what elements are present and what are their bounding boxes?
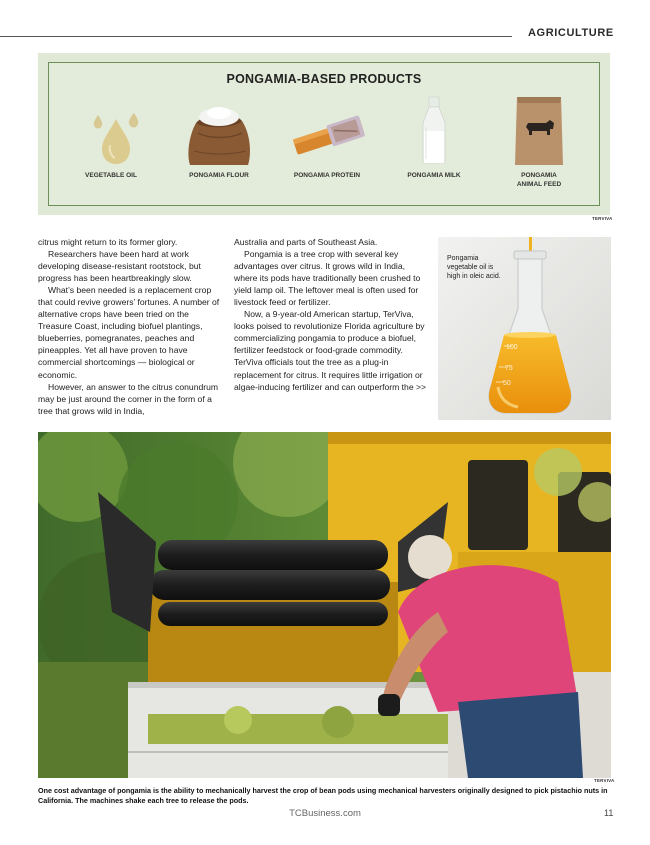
section-label: AGRICULTURE (528, 27, 614, 39)
footer-site: TCBusiness.com (289, 808, 361, 819)
product-label: PONGAMIA ANIMAL FEED (516, 172, 562, 188)
infobox-credit: TERVIVA (592, 216, 613, 221)
product-pongamia-animal-feed (484, 93, 594, 203)
product-pongamia-milk (379, 93, 489, 203)
protein-bar-icon (272, 93, 382, 169)
milk-bottle-icon (379, 93, 489, 169)
paragraph: What’s been needed is a replacement crop that could revive growers’ fortunes. A number of alternative crops have been tried on the Treasure Coast, including biofuel plantings, blueberries, pomegranates, peaches and pineapples. Yet all have proven to have commercial shortcomings — biological or economic. (38, 285, 220, 380)
product-label: VEGETABLE OIL (85, 172, 137, 179)
flask-mark: 100 (506, 344, 518, 351)
product-label: PONGAMIA PROTEIN (293, 172, 361, 179)
photo-credit: TERVIVA (594, 778, 615, 783)
paragraph: Pongamia is a tree crop with several key advantages over citrus. It grows wild in India, where its pods have traditionally been crushed to yield lamp oil. The leftover meal is often used for livestock feed or fertilizer. (234, 249, 421, 308)
infobox-title: PONGAMIA-BASED PRODUCTS (226, 72, 422, 86)
header-rule (0, 36, 512, 37)
harvester-photo (38, 432, 611, 778)
photo-caption: One cost advantage of pongamia is the ability to mechanically harvest the crop of bean pods using mechanical harvesters originally designed to pick pistachio nuts in California. The machines shake each tree to release the pods. (38, 786, 608, 805)
flask-mark: 50 (503, 380, 511, 387)
product-pongamia-flour (164, 93, 274, 203)
product-pongamia-protein (272, 93, 382, 203)
paragraph: However, an answer to the citrus conundrum may be just around the corner in the form of a tree that grows wild in India, (38, 381, 219, 416)
article-column-2 (234, 236, 430, 393)
paragraph: Australia and parts of Southeast Asia. (234, 237, 378, 247)
flour-sack-icon (164, 93, 274, 169)
products-infobox (48, 62, 600, 206)
flask-mark: 75 (505, 365, 513, 372)
product-vegetable-oil (56, 93, 166, 203)
oil-drops-icon (56, 93, 166, 169)
flask-caption: Pongamia vegetable oil is high in oleic acid. (447, 255, 501, 280)
page-number: 11 (604, 808, 614, 818)
products-row (49, 93, 599, 203)
product-label: PONGAMIA MILK (407, 172, 461, 179)
article-column-1 (38, 236, 222, 417)
product-label: PONGAMIA FLOUR (189, 172, 249, 179)
feed-bag-icon (484, 93, 594, 169)
paragraph: Now, a 9-year-old American startup, TerViva, looks poised to revolutionize Florida agriculture by commercializing pongamia to produce a biofuel, fertilizer feedstock or food-grade commodity. TerViva officials tout the tree as a plug-in replacement for citrus. It requires little irrigation or algae-inducing fertilizer and can outperform the >> (234, 309, 427, 392)
paragraph: Researchers have been hard at work developing disease-resistant rootstock, but progress has been heartbreakingly slow. (38, 249, 201, 284)
paragraph: citrus might return to its former glory. (38, 237, 178, 247)
